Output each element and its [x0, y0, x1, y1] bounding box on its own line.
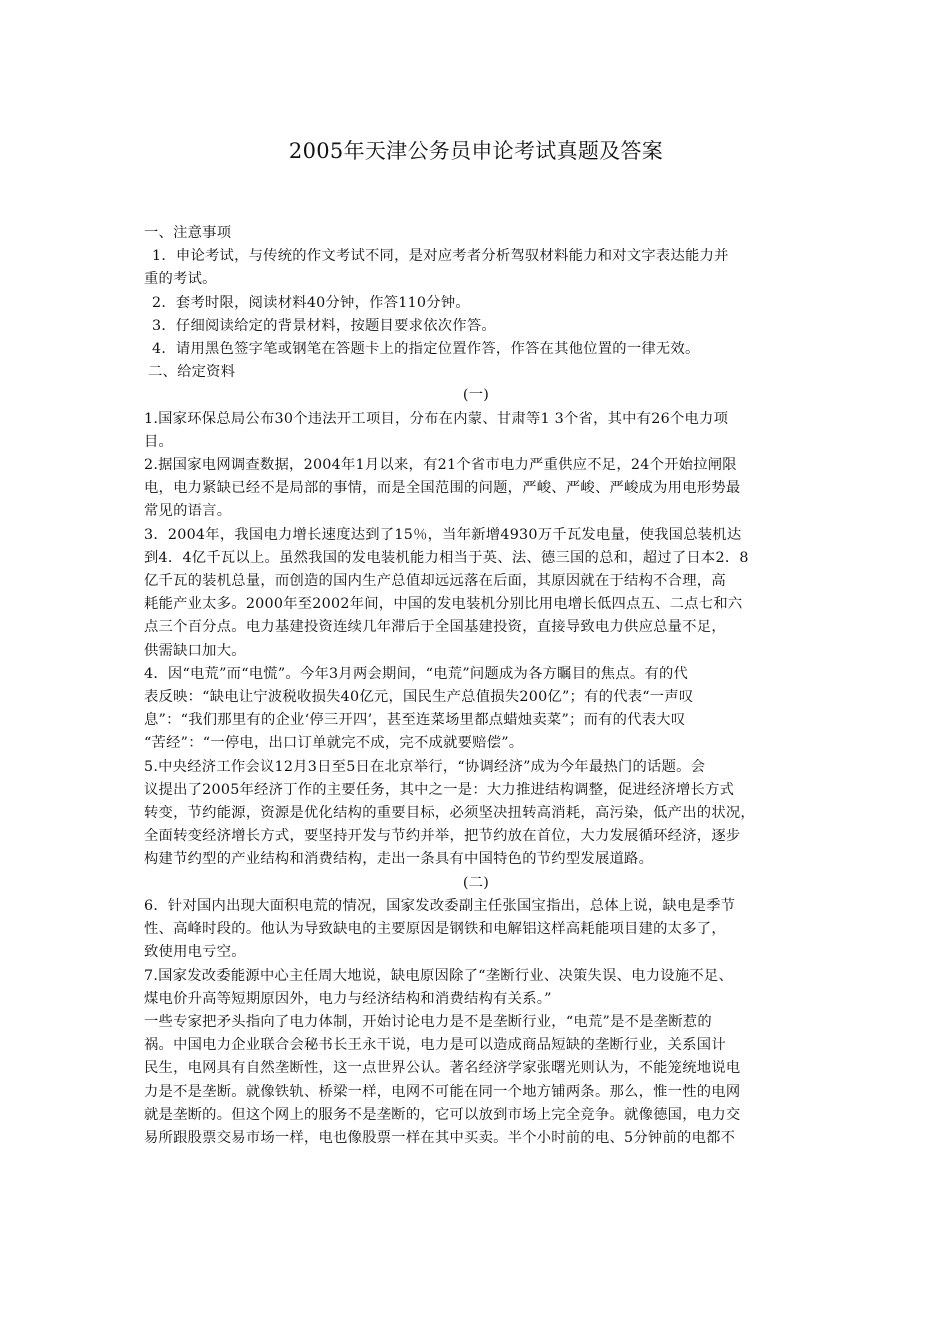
- text-line: 点三个百分点。电力基建投资连续几年滞后于全国基建投资，直接导致电力供应总量不足，: [144, 619, 726, 636]
- text-line: 民生，电网具有自然垄断性，这一点世界公认。著名经济学家张曙光则认为，不能笼统地说电: [144, 1060, 741, 1077]
- text-line: 全面转变经济增长方式，要坚持开发与节约并举，把节约放在首位，大力发展循环经济，逐步: [144, 828, 741, 845]
- text-line: 亿千瓦的装机总量，而创造的国内生产总值却远远落在后面，其原因就在于结构不合理，高: [144, 573, 726, 590]
- section-heading: (一): [462, 387, 490, 404]
- text-line: 转变，节约能源，资源是优化结构的重要目标，必须坚决扭转高消耗，高污染，低产出的状况，: [144, 805, 755, 822]
- text-line: 电，电力紧缺已经不是局部的事情，而是全国范围的问题，严峻、严峻、严峻成为用电形势最: [144, 480, 741, 497]
- text-line: 力是不是垄断。就像铁轨、桥梁一样，电网不可能在同一个地方铺两条。那么，惟一性的电网: [144, 1083, 741, 1100]
- text-line: 构建节约型的产业结构和消费结构，走出一条具有中国特色的节约型发展道路。: [144, 851, 654, 868]
- text-line: 目。: [144, 433, 174, 450]
- text-line: 2.据国家电网调查数据，2004年1月以来，有21个省市电力严重供应不足，24个开始拉闸限: [144, 457, 737, 474]
- text-line: 议提出了2005年经济丁作的主要任务，其中之一是：大力推进结构调整，促进经济增长方式: [144, 781, 735, 798]
- text-line: 表反映：“缺电让宁波税收损失40亿元，国民生产总值损失200亿”；有的代表“一声叹: [144, 689, 694, 706]
- text-line: 常见的语言。: [144, 503, 232, 520]
- section-heading: (二): [462, 874, 490, 891]
- text-line: “苦经”：“一停电，出口订单就完不成，完不成就要赔偿”。: [144, 735, 524, 752]
- text-line: 2．套考时限，阅读材料40分钟，作答110分钟。: [152, 294, 470, 311]
- text-line: 重的考试。: [144, 271, 217, 288]
- text-line: 祸。中国电力企业联合会秘书长王永干说，电力是可以造成商品短缺的垄断行业，关系国计: [144, 1037, 726, 1054]
- text-line: 4．因“电荒”而“电慌”。今年3月两会期间，“电荒”问题成为各方瞩目的焦点。有的代: [144, 665, 689, 682]
- text-line: 性、高峰时段的。他认为导致缺电的主要原因是钢铁和电解铝这样高耗能项目建的太多了，: [144, 921, 726, 938]
- text-line: 3．仔细阅读给定的背景材料，按题目要求依次作答。: [152, 317, 496, 334]
- text-line: 5.中央经济工作会议12月3日至5日在北京举行，“协调经济”成为今年最热门的话题。会: [144, 758, 706, 775]
- text-line: 3．2004年，我国电力增长速度达到了15％，当年新增4930万千瓦发电量，使我国总装机达: [144, 526, 742, 543]
- text-line: 到4．4亿千瓦以上。虽然我国的发电装机能力相当于英、法、德三国的总和，超过了日本2．8: [144, 549, 749, 566]
- text-line: 煤电价升高等短期原因外，电力与经济结构和消费结构有关系。”: [144, 990, 552, 1007]
- text-line: 就是垄断的。但这个网上的服务不是垄断的，它可以放到市场上完全竞争。就像德国，电力交: [144, 1106, 741, 1123]
- document-title: 2005年天津公务员申论考试真题及答案: [288, 139, 664, 163]
- text-line: 供需缺口加大。: [144, 642, 246, 659]
- text-line: 致使用电亏空。: [144, 944, 246, 961]
- text-line: 一、注意事项: [144, 225, 232, 241]
- text-line: 4．请用黑色签字笔或钢笔在答题卡上的指定位置作答，作答在其他位置的一律无效。: [152, 341, 700, 358]
- text-line: 6．针对国内出现大面积电荒的情况，国家发改委副主任张国宝指出，总体上说，缺电是季节: [144, 897, 736, 914]
- text-line: 二、给定资料: [148, 364, 236, 381]
- text-line: 1．申论考试，与传统的作文考试不同，是对应考者分析驾驭材料能力和对文字表达能力并: [152, 248, 729, 265]
- text-line: 一些专家把矛头指向了电力体制，开始讨论电力是不是垄断行业，“电荒”是不是垄断惹的: [144, 1013, 712, 1030]
- document-body: [144, 222, 808, 1150]
- text-line: 息”：“我们那里有的企业‘停三开四’，甚至连菜场里都点蜡烛卖菜”；而有的代表大叹: [144, 712, 686, 729]
- text-line: 易所跟股票交易市场一样，电也像股票一样在其中买卖。半个小时前的电、5分钟前的电都不: [144, 1129, 736, 1146]
- text-line: 1.国家环保总局公布30个违法开工项目，分布在内蒙、甘肃等1 3个省，其中有26个电力项: [144, 410, 729, 427]
- text-line: 7.国家发改委能源中心主任周大地说，缺电原因除了“垄断行业、决策失误、电力设施不足、: [144, 967, 734, 984]
- text-line: 耗能产业太多。2000年至2002年间，中国的发电装机分别比用电增长低四点五、二点七和六: [144, 596, 743, 613]
